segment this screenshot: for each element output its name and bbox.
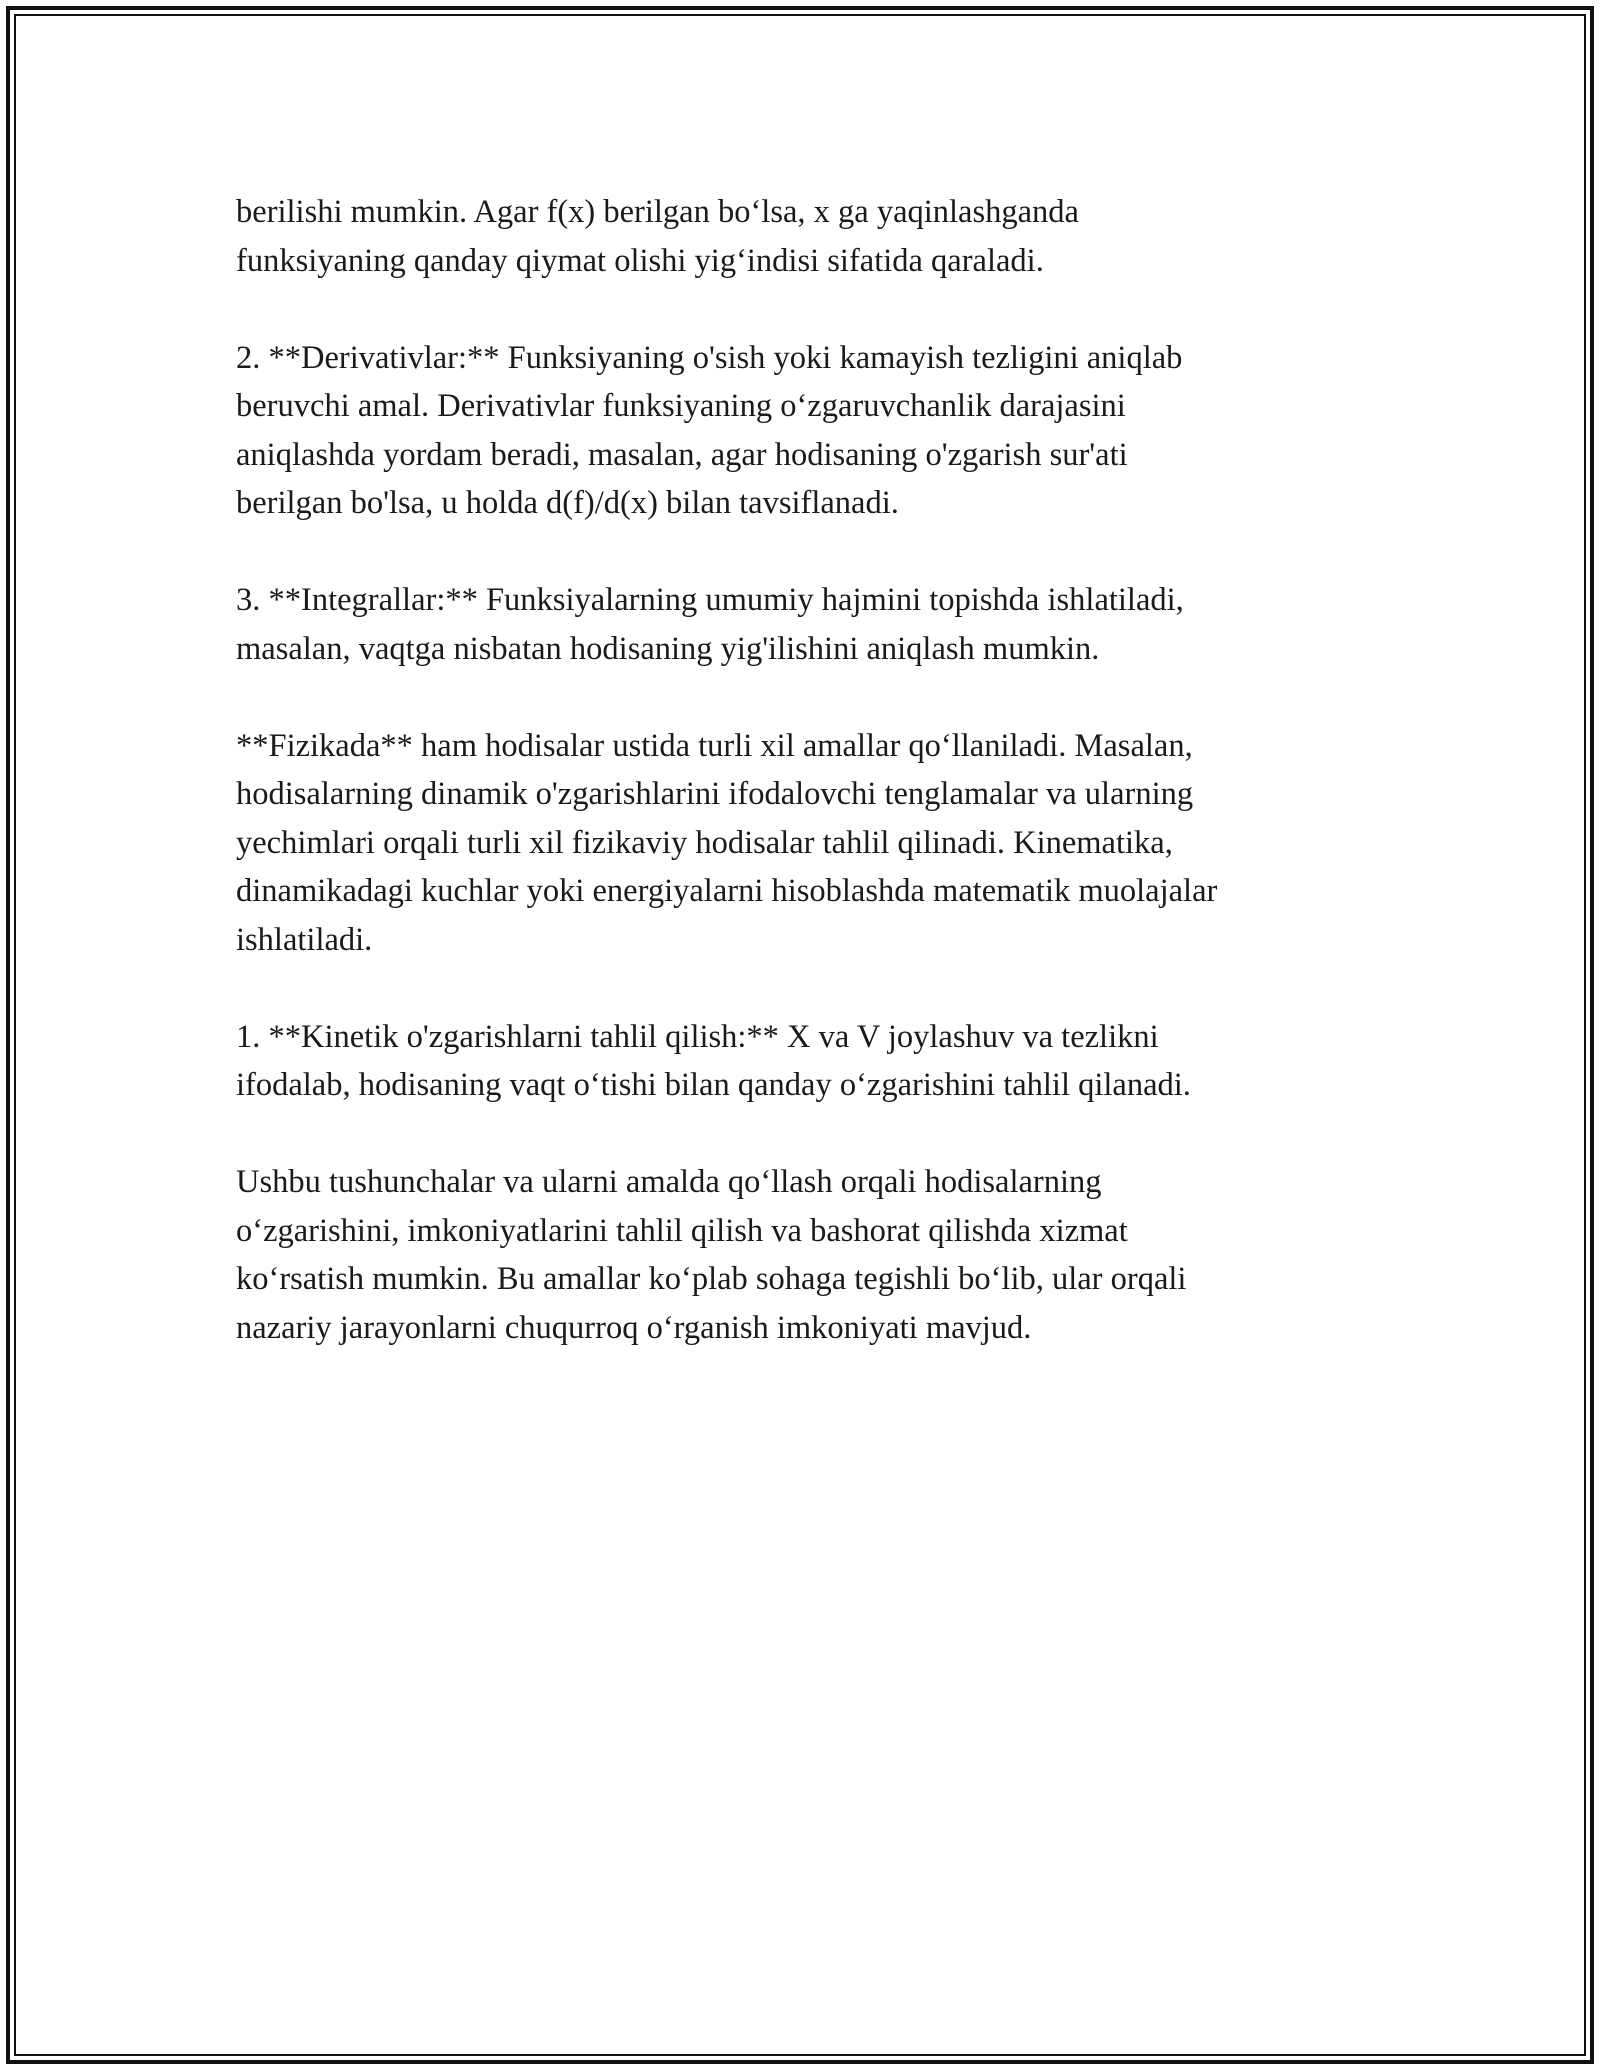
paragraph-kinetic-analysis: 1. **Kinetik o'zgarishlarni tahlil qilish:** X va V joylashuv va tezlikni ifodalab, hodisaning vaqt o‘tishi bilan qanday o‘zgarishini tahlil qilanadi. <box>236 1018 1191 1103</box>
paragraph-limit-continuation: berilishi mumkin. Agar f(x) berilgan bo‘lsa, x ga yaqinlashganda funksiyaning qanday qiymat olishi yig‘indisi sifatida qaraladi. <box>236 194 1079 279</box>
paragraph-derivatives: 2. **Derivativlar:** Funksiyaning o'sish yoki kamayish tezligini aniqlab beruvchi amal. Derivativlar funksiyaning o‘zgaruvchanlik darajasini aniqlashda yordam beradi, masalan, agar hodisaning o'zgarish sur'ati berilgan bo'lsa, u holda d(f)/d(x) bilan tavsiflanadi. <box>236 339 1183 521</box>
paragraph-integrals: 3. **Integrallar:** Funksiyalarning umumiy hajmini topishda ishlatiladi, masalan, vaqtga nisbatan hodisaning yig'ilishini aniqlash mumkin. <box>236 582 1184 667</box>
paragraph-conclusion: Ushbu tushunchalar va ularni amalda qo‘llash orqali hodisalarning o‘zgarishini, imkoniyatlarini tahlil qilish va bashorat qilishda xizmat ko‘rsatish mumkin. Bu amallar ko‘plab sohaga tegishli bo‘lib, ular orqali nazariy jarayonlarni chuqurroq o‘rganish imkoniyati mavjud. <box>236 1164 1187 1346</box>
document-body <box>236 188 1376 1352</box>
paragraph-physics: **Fizikada** ham hodisalar ustida turli xil amallar qo‘llaniladi. Masalan, hodisalarning dinamik o'zgarishlarini ifodalovchi tenglamalar va ularning yechimlari orqali turli xil fizikaviy hodisalar tahlil qilinadi. Kinematika, dinamikadagi kuchlar yoki energiyalarni hisoblashda matematik muolajalar ishlatiladi. <box>236 727 1218 958</box>
